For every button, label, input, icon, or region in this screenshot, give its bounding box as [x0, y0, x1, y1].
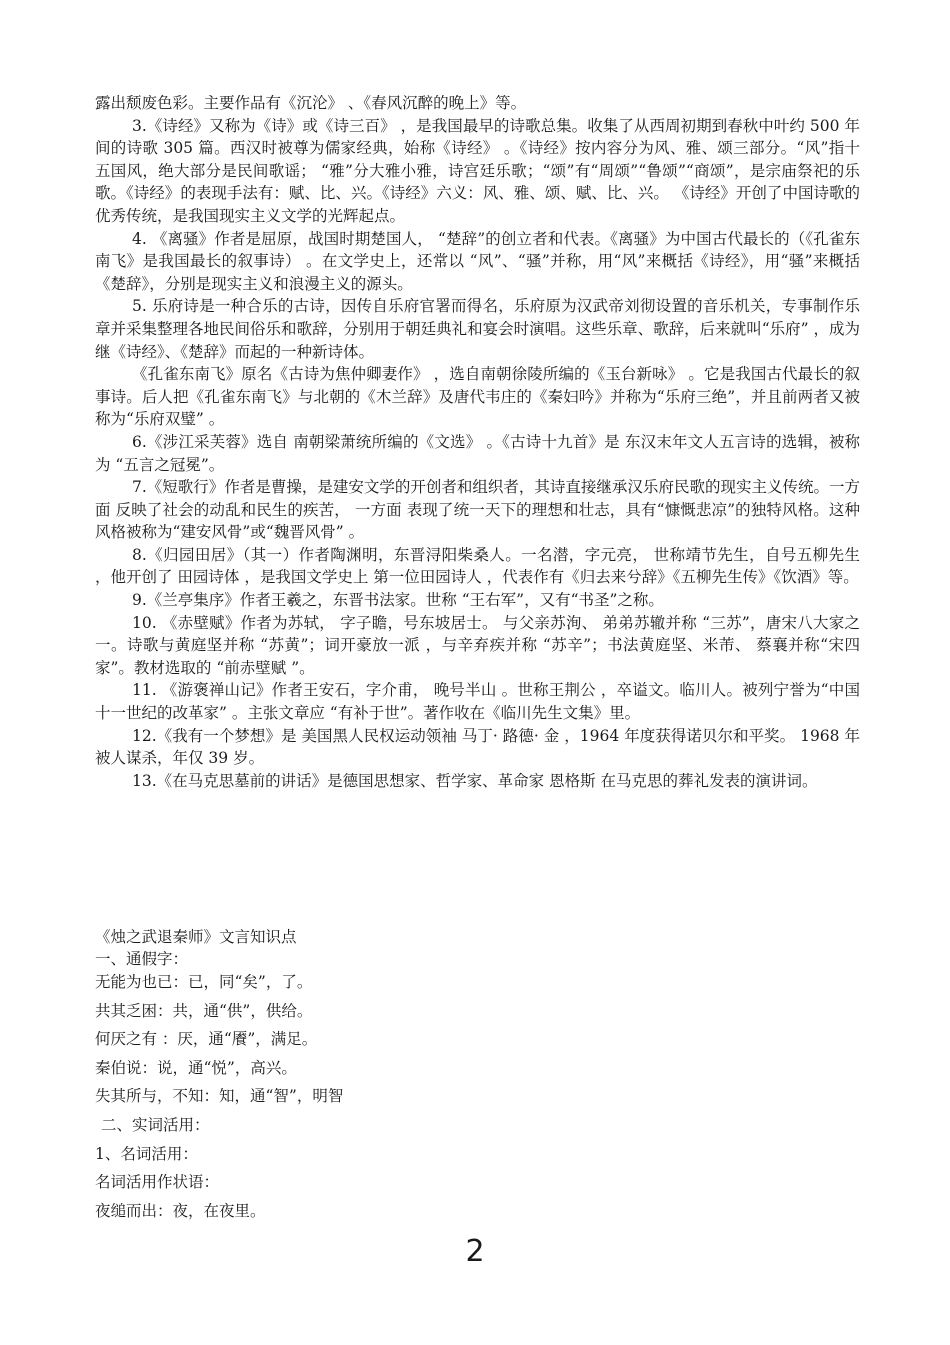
list-item: 无能为也已：已，同“矣”，了。	[95, 973, 313, 991]
list-item: 秦伯说：说，通“悦”，高兴。	[95, 1058, 297, 1077]
list-item: 共其乏困：共，通“供”，供给。	[95, 1001, 313, 1020]
list-item: 名词活用作状语：	[95, 1173, 220, 1192]
list-item: 1、名词活用：	[95, 1144, 198, 1163]
paragraph-dream: 12.《我有一个梦想》是 美国黑人民权运动领袖 马丁· 路德· 金 ，1964 年度获得诺贝尔和平奖。 1968 年被人谋杀，年仅 39 岁。	[95, 726, 860, 768]
classical-notes-list	[95, 968, 860, 1225]
paragraph-kongque: 《孔雀东南飞》原名《古诗为焦仲卿妻作》 ，选自南朝徐陵所编的《玉台新咏》 。它是我国古代最长的叙事诗。后人把《孔雀东南飞》与北朝的《木兰辞》及唐代韦庄的《秦妇吟》并称为“乐府三绝”，并且前两者又被称为“乐府双璧” 。	[95, 365, 860, 429]
section-subtitle: 一、通假字：	[95, 950, 189, 968]
section-title: 《烛之武退秦师》文言知识点	[95, 928, 297, 946]
paragraph-0: 露出颓废色彩。主要作品有《沉沦》 、《春风沉醉的晚上》等。	[95, 94, 527, 112]
paragraph-shejiang: 6.《涉江采芙蓉》选自 南朝梁萧统所编的《文选》 。《古诗十九首》是 东汉末年文人五言诗的选辑，被称为 “五言之冠冕”。	[95, 432, 860, 474]
paragraph-lanting: 9.《兰亭集序》作者王羲之，东晋书法家。世称 “王右军”，又有“书圣”之称。	[132, 591, 664, 610]
classical-notes-heading	[95, 926, 860, 970]
page-number: 2	[465, 1234, 485, 1269]
paragraph-shijing: 3.《诗经》又称为《诗》或《诗三百》 ，是我国最早的诗歌总集。收集了从西周初期到春秋中叶约 500 年间的诗歌 305 篇。西汉时被尊为儒家经典，始称《诗经》 。《诗经》按内容分为风、雅、颂三部分。“风”指十五国风，绝大部分是民间歌谣； “雅”分大雅小雅，诗宫廷乐歌；“颂”有“周颂”“鲁颂”“商颂”，是宗庙祭祀的乐歌。《诗经》的表现手法有：赋、比、兴。《诗经》六义：风、雅、颂、赋、比、兴。 《诗经》开创了中国诗歌的优秀传统，是我国现实主义文学的光辉起点。	[95, 116, 860, 225]
section-heading: 二、实词活用：	[101, 1115, 210, 1134]
paragraph-guiyuan: 8.《归园田居》（其一）作者陶渊明，东晋浔阳柴桑人。一名潜，字元亮， 世称靖节先生，自号五柳先生 ，他开创了 田园诗体 ，是我国文学史上 第一位田园诗人 ，代表作有《归去来兮辞》《五柳先生传》《饮酒》等。	[95, 545, 860, 587]
paragraph-youbao: 11. 《游褒禅山记》作者王安石，字介甫， 晚号半山 。世称王荆公 ，卒谥文。临川人。被列宁誉为“中国十一世纪的改革家” 。主张文章应 “有补于世”。著作收在《临川先生文集》里。	[95, 681, 860, 723]
paragraph-lisao: 4. 《离骚》作者是屈原，战国时期楚国人， “楚辞”的创立者和代表。《离骚》为中国古代最长的（《孔雀东南飞》是我国最长的叙事诗） 。在文学史上，还常以 “风”、“骚”并称，用“风”来概括《诗经》，用“骚”来概括《楚辞》，分别是现实主义和浪漫主义的源头。	[95, 229, 861, 293]
paragraph-yuefu: 5. 乐府诗是一种合乐的古诗，因传自乐府官署而得名，乐府原为汉武帝刘彻设置的音乐机关，专事制作乐章并采集整理各地民间俗乐和歌辞，分别用于朝廷典礼和宴会时演唱。这些乐章、歌辞，后来就叫“乐府” ，成为继《诗经》、《楚辞》而起的一种新诗体。	[95, 297, 860, 361]
paragraph-chibi: 10. 《赤壁赋》作者为苏轼， 字子瞻，号东坡居士。 与父亲苏洵、 弟弟苏辙并称 “三苏”，唐宋八大家之一。诗歌与黄庭坚并称 “苏黄”；词开豪放一派 ，与辛弃疾并称 “苏辛”；书法黄庭坚、米芾、 蔡襄并称“宋四家”。教材选取的 “前赤壁赋 ”。	[95, 613, 860, 677]
list-item: 夜缒而出：夜，在夜里。	[95, 1201, 266, 1220]
list-item: 何厌之有 ：厌，通“餍”，满足。	[95, 1030, 318, 1049]
paragraph-marx: 13.《在马克思墓前的讲话》是德国思想家、哲学家、革命家 恩格斯 在马克思的葬礼发表的演讲词。	[132, 771, 818, 790]
paragraph-duangexing: 7.《短歌行》作者是曹操，是建安文学的开创者和组织者，其诗直接继承汉乐府民歌的现实主义传统。一方面 反映了社会的动乱和民生的疾苦， 一方面 表现了统一天下的理想和壮志，具有“慷慨悲凉”的独特风格。这种风格被称为“建安风骨”或“魏晋风骨” 。	[95, 478, 860, 542]
list-item: 失其所与，不知：知，通“智”，明智	[95, 1087, 344, 1106]
literature-notes	[95, 92, 860, 792]
